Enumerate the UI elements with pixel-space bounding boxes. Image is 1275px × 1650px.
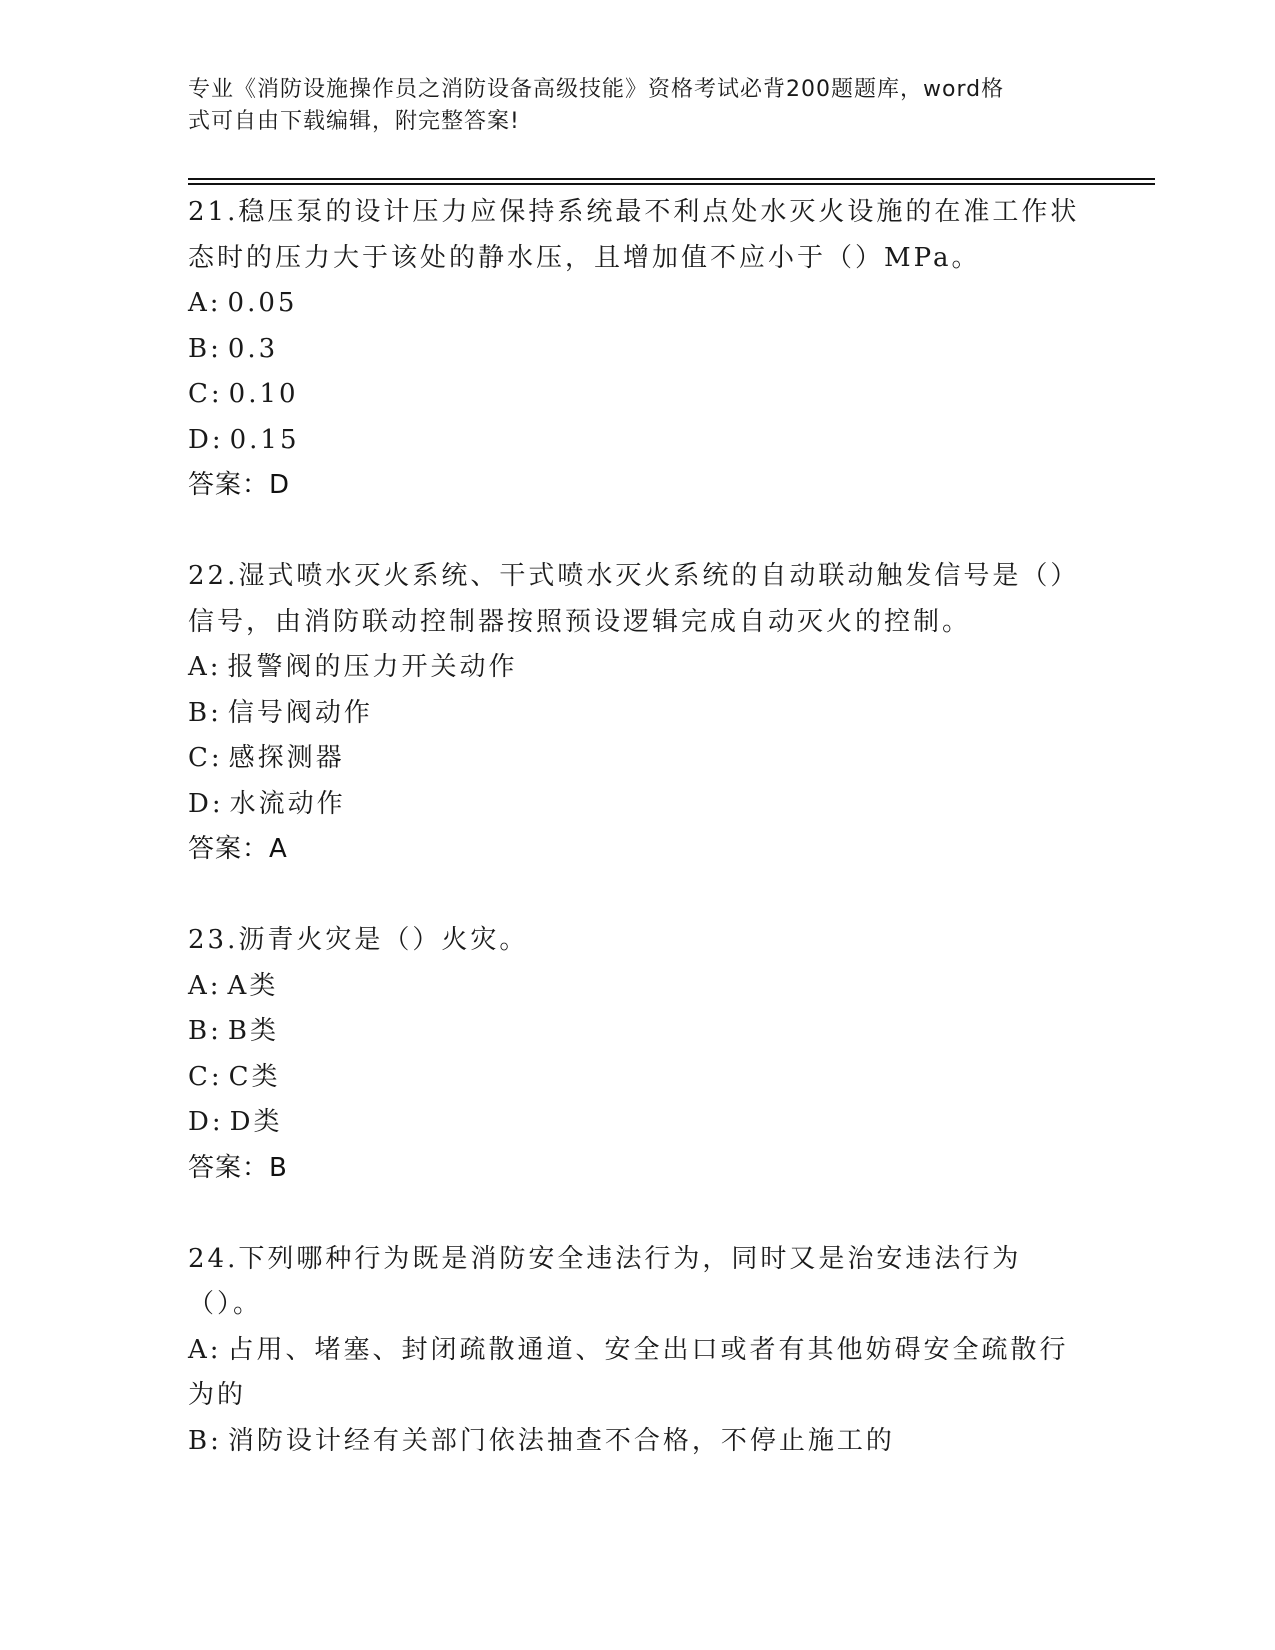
option-b bbox=[188, 1419, 1088, 1465]
option-text: D类 bbox=[229, 1107, 283, 1137]
option-text: A类 bbox=[227, 970, 279, 1001]
option-b bbox=[188, 1009, 1088, 1055]
answer-text: 答案：D bbox=[188, 470, 291, 500]
question-list bbox=[188, 190, 1088, 1510]
option-label: C: bbox=[188, 743, 223, 773]
answer-text: 答案：A bbox=[188, 834, 288, 864]
question-24 bbox=[188, 1237, 1088, 1465]
option-a bbox=[188, 1328, 1088, 1419]
option-label: A: bbox=[188, 652, 222, 682]
question-22 bbox=[188, 554, 1088, 872]
header-divider-bottom bbox=[188, 183, 1155, 185]
option-label: C: bbox=[188, 379, 223, 409]
option-a bbox=[188, 645, 1088, 691]
option-a bbox=[188, 964, 1088, 1010]
option-text: 0.05 bbox=[227, 288, 298, 318]
option-text: B类 bbox=[227, 1016, 279, 1046]
header-line-1: 专业《消防设施操作员之消防设备高级技能》资格考试必背200题题库，word格 bbox=[188, 77, 1005, 102]
document-header bbox=[188, 74, 1068, 138]
question-21 bbox=[188, 190, 1088, 508]
question-text: 24.下列哪种行为既是消防安全违法行为，同时又是治安违法行为（）。 bbox=[188, 1243, 1022, 1319]
question-text: 23.沥青火灾是（）火灾。 bbox=[188, 925, 529, 955]
option-label: D: bbox=[188, 1107, 224, 1137]
option-label: A: bbox=[188, 970, 222, 1001]
option-label: D: bbox=[188, 788, 224, 819]
option-text: 0.10 bbox=[228, 379, 299, 409]
option-b bbox=[188, 327, 1088, 373]
option-text: 占用、堵塞、封闭疏散通道、安全出口或者有其他妨碍安全疏散行为的 bbox=[188, 1334, 1069, 1410]
option-c bbox=[188, 1055, 1088, 1101]
option-text: 0.3 bbox=[227, 333, 279, 364]
header-line-2: 式可自由下载编辑，附完整答案! bbox=[188, 109, 520, 134]
option-label: B: bbox=[188, 1425, 222, 1456]
option-c bbox=[188, 736, 1088, 782]
option-a bbox=[188, 281, 1088, 327]
option-label: B: bbox=[188, 697, 222, 728]
option-d bbox=[188, 1100, 1088, 1146]
option-label: A: bbox=[188, 288, 222, 318]
option-label: B: bbox=[188, 333, 222, 364]
option-label: D: bbox=[188, 424, 224, 455]
option-text: 信号阀动作 bbox=[227, 697, 373, 728]
option-label: A: bbox=[188, 1334, 222, 1365]
question-text: 22.湿式喷水灭火系统、干式喷水灭火系统的自动联动触发信号是（）信号，由消防联动控制器按照预设逻辑完成自动灭火的控制。 bbox=[188, 561, 1080, 637]
option-text: 水流动作 bbox=[229, 788, 346, 819]
option-text: 0.15 bbox=[229, 424, 300, 455]
option-text: 报警阀的压力开关动作 bbox=[227, 652, 518, 682]
question-23 bbox=[188, 918, 1088, 1191]
option-text: 消防设计经有关部门依法抽查不合格，不停止施工的 bbox=[227, 1425, 895, 1456]
option-label: B: bbox=[188, 1016, 222, 1046]
option-text: 感探测器 bbox=[228, 743, 345, 773]
option-label: C: bbox=[188, 1061, 223, 1092]
option-b bbox=[188, 691, 1088, 737]
option-d bbox=[188, 782, 1088, 828]
option-d bbox=[188, 418, 1088, 464]
option-c bbox=[188, 372, 1088, 418]
header-divider-top bbox=[188, 178, 1155, 180]
question-text: 21.稳压泵的设计压力应保持系统最不利点处水灭火设施的在准工作状态时的压力大于该处的静水压，且增加值不应小于（）MPa。 bbox=[188, 197, 1080, 273]
answer-text: 答案：B bbox=[188, 1152, 288, 1183]
option-text: C类 bbox=[228, 1061, 281, 1092]
